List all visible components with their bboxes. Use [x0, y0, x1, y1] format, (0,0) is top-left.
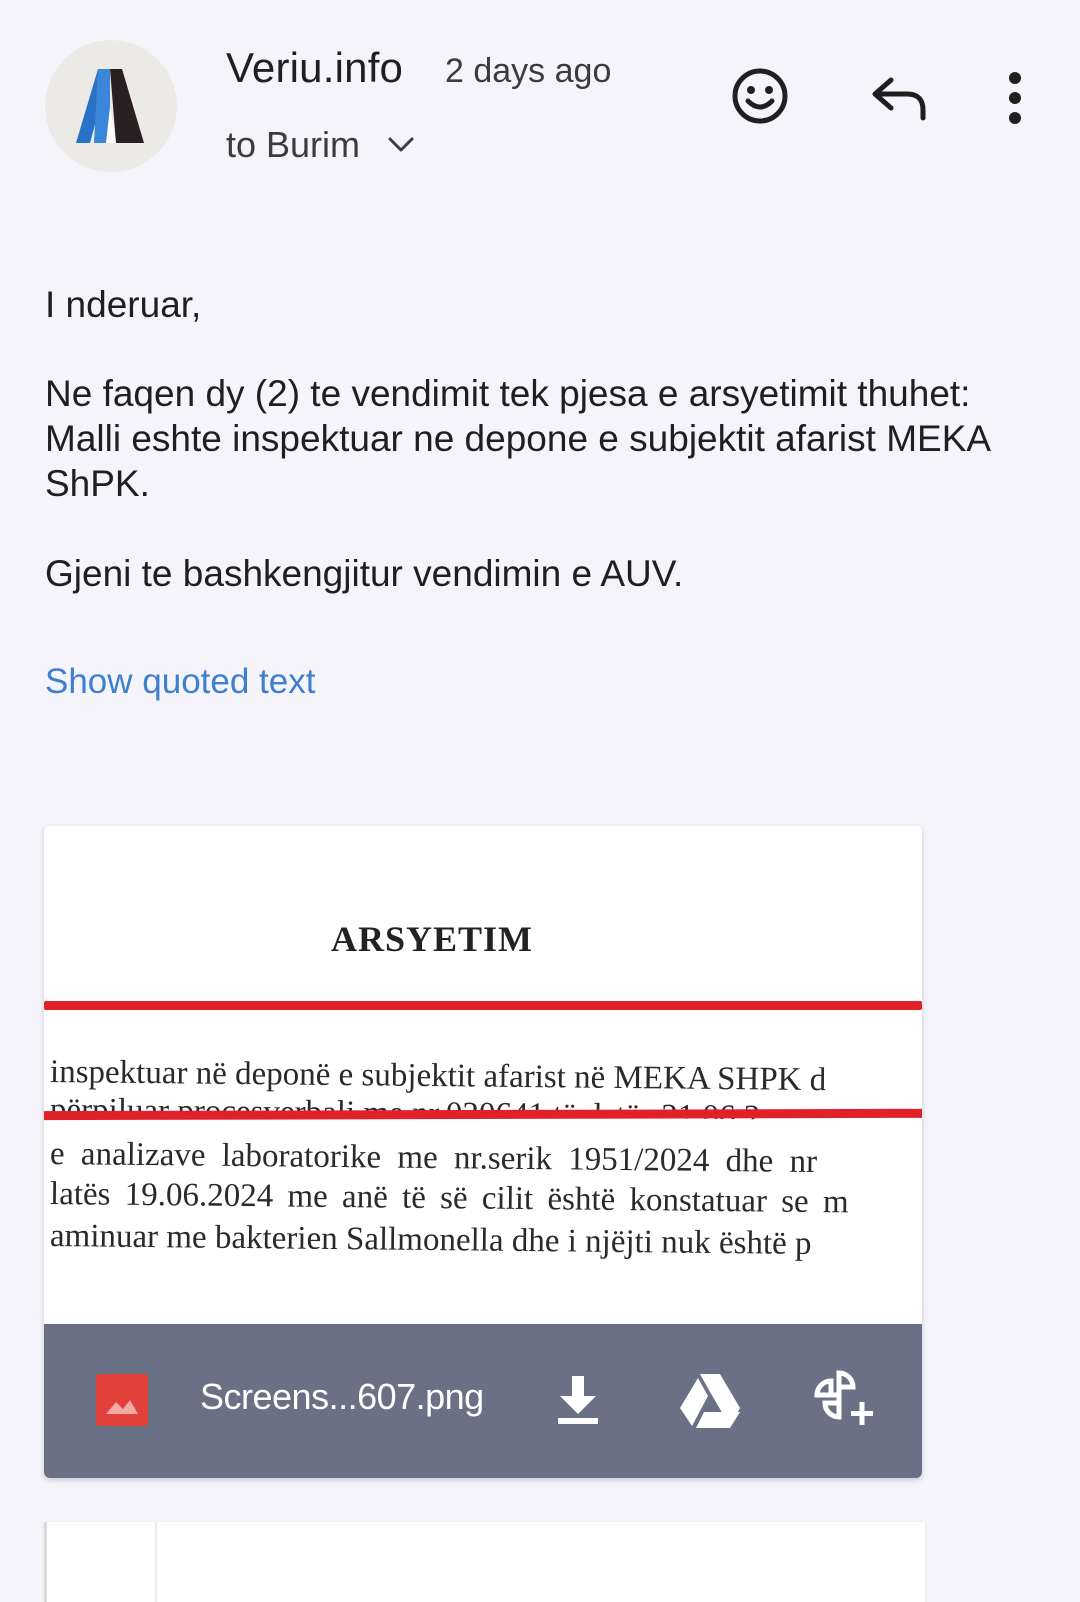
emoji-icon[interactable]	[728, 64, 792, 128]
image-file-icon	[96, 1374, 148, 1426]
veriu-logo-icon	[76, 69, 146, 143]
email-paragraph: Gjeni te bashkengjitur vendimin e AUV.	[45, 553, 684, 594]
preview-text-line: aminuar me bakterien Sallmonella dhe i njëjti nuk është p	[49, 1218, 812, 1262]
drive-icon[interactable]	[674, 1364, 746, 1436]
email-header	[0, 0, 1080, 200]
show-quoted-text-link[interactable]: Show quoted text	[45, 662, 316, 701]
attachment-card[interactable]	[44, 826, 922, 1478]
recipient-details[interactable]	[226, 124, 416, 166]
sender-name[interactable]: Veriu.info	[226, 44, 404, 91]
recipient-label: to Burim	[226, 124, 361, 165]
preview-text-line: e analizave laboratorike me nr.serik 1951/2024 dhe nr	[49, 1136, 818, 1181]
download-icon[interactable]	[542, 1364, 614, 1436]
red-underline	[44, 1001, 922, 1010]
email-greeting: I nderuar,	[45, 284, 202, 325]
more-vert-icon[interactable]	[990, 66, 1040, 130]
preview-title: ARSYETIM	[330, 919, 534, 959]
preview-text-line: inspektuar në deponë e subjektit afarist në MEKA SHPK d	[49, 1054, 827, 1099]
reply-icon[interactable]	[868, 68, 932, 128]
email-timestamp: 2 days ago	[445, 52, 612, 90]
sender-avatar[interactable]	[45, 40, 177, 172]
chevron-down-icon[interactable]	[386, 130, 416, 160]
email-paragraph: Ne faqen dy (2) te vendimit tek pjesa e arsyetimit thuhet: Malli eshte inspektuar ne depone e subjektit afarist MEKA ShPK.	[45, 373, 990, 504]
attachment-bar	[44, 1324, 922, 1478]
attachment-preview[interactable]	[44, 826, 922, 1324]
add-to-photos-icon[interactable]	[808, 1364, 880, 1436]
attachment-file-name[interactable]: Screens...607.png	[200, 1376, 484, 1417]
red-underline	[44, 1109, 922, 1120]
next-attachment-card[interactable]	[44, 1522, 925, 1602]
preview-text-line: latës 19.06.2024 me anë të së cilit është konstatuar se m	[49, 1176, 849, 1221]
